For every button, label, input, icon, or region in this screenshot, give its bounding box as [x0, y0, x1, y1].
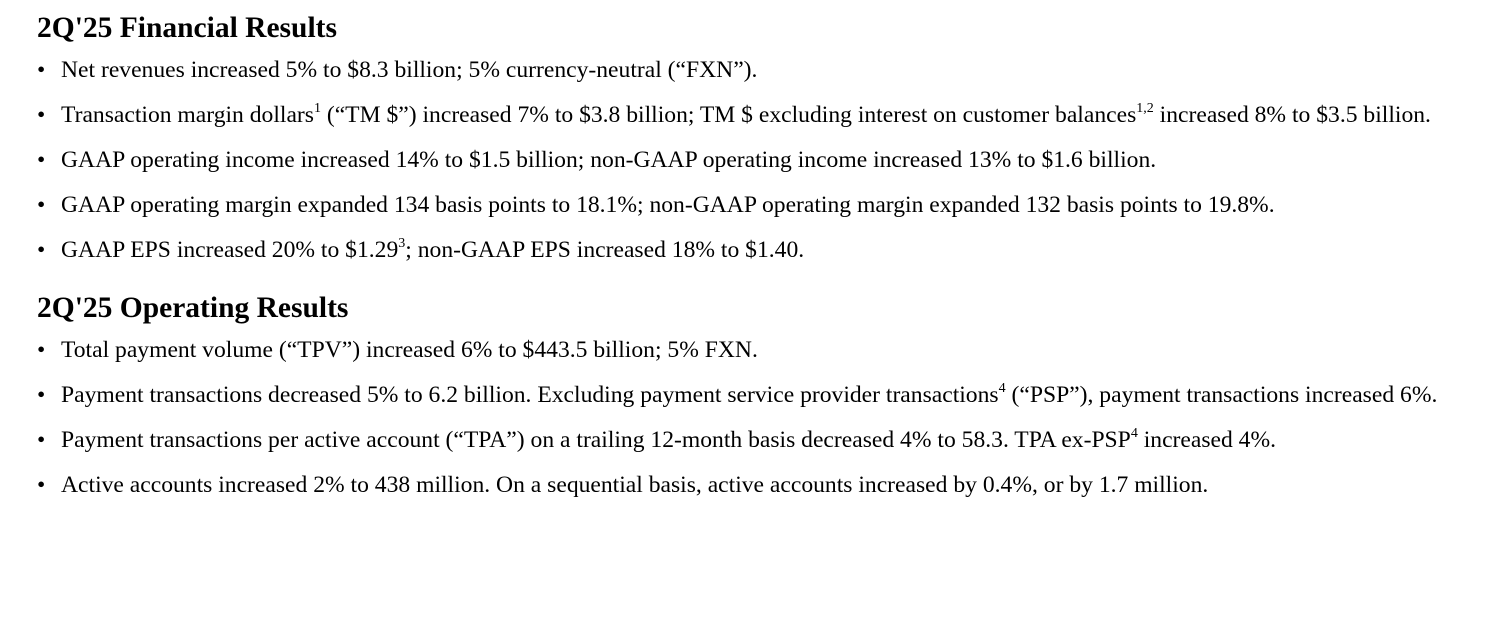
bullet-text: GAAP EPS increased 20% to $1.29 [61, 237, 399, 263]
bullet-item [37, 144, 1476, 176]
footnote-ref: 4 [998, 381, 1006, 396]
bullet-text: Net revenues increased 5% to $8.3 billion; 5% currency-neutral (“FXN”). [61, 57, 758, 83]
bullet-icon: • [37, 427, 46, 453]
footnote-ref: 1,2 [1136, 101, 1154, 116]
bullet-icon: • [37, 147, 46, 173]
bullet-icon: • [37, 192, 46, 218]
financial-results-list [37, 54, 1476, 266]
bullet-text: increased 8% to $3.5 billion. [1153, 102, 1431, 128]
bullet-icon: • [37, 237, 46, 263]
bullet-text: ; non-GAAP EPS increased 18% to $1.40. [405, 237, 805, 263]
operating-results-section [37, 288, 1476, 501]
bullet-item [37, 424, 1476, 456]
bullet-text: Payment transactions decreased 5% to 6.2 billion. Excluding payment service provider transactions [61, 382, 999, 408]
bullet-item [37, 334, 1476, 366]
bullet-item [37, 379, 1476, 411]
bullet-text: (“TM $”) increased 7% to $3.8 billion; TM $ excluding interest on customer balances [320, 102, 1137, 128]
bullet-text: Payment transactions per active account (“TPA”) on a trailing 12-month basis decreased 4% to 58.3. TPA ex-PSP [61, 427, 1131, 453]
bullet-text: Transaction margin dollars [61, 102, 314, 128]
bullet-icon: • [37, 382, 46, 408]
bullet-text: increased 4%. [1137, 427, 1277, 453]
footnote-ref: 4 [1130, 426, 1138, 441]
bullet-item [37, 99, 1476, 131]
bullet-icon: • [37, 57, 46, 83]
bullet-icon: • [37, 102, 46, 128]
bullet-text: GAAP operating income increased 14% to $1.5 billion; non-GAAP operating income increased 13% to $1.6 billion. [61, 147, 1157, 173]
bullet-icon: • [37, 472, 46, 498]
financial-results-section [37, 8, 1476, 266]
bullet-text: GAAP operating margin expanded 134 basis points to 18.1%; non-GAAP operating margin expanded 132 basis points to 19.8%. [61, 192, 1275, 218]
footnote-ref: 3 [398, 236, 406, 251]
bullet-item [37, 189, 1476, 221]
bullet-text: Active accounts increased 2% to 438 million. On a sequential basis, active accounts increased by 0.4%, or by 1.7 million. [61, 472, 1209, 498]
section-heading: 2Q'25 Operating Results [37, 292, 349, 324]
section-heading: 2Q'25 Financial Results [37, 12, 337, 44]
bullet-text: Total payment volume (“TPV”) increased 6% to $443.5 billion; 5% FXN. [61, 337, 758, 363]
footnote-ref: 1 [313, 101, 321, 116]
bullet-text: (“PSP”), payment transactions increased 6%. [1005, 382, 1438, 408]
operating-results-list [37, 334, 1476, 501]
bullet-item [37, 234, 1476, 266]
bullet-item [37, 54, 1476, 86]
bullet-icon: • [37, 337, 46, 363]
bullet-item [37, 469, 1476, 501]
